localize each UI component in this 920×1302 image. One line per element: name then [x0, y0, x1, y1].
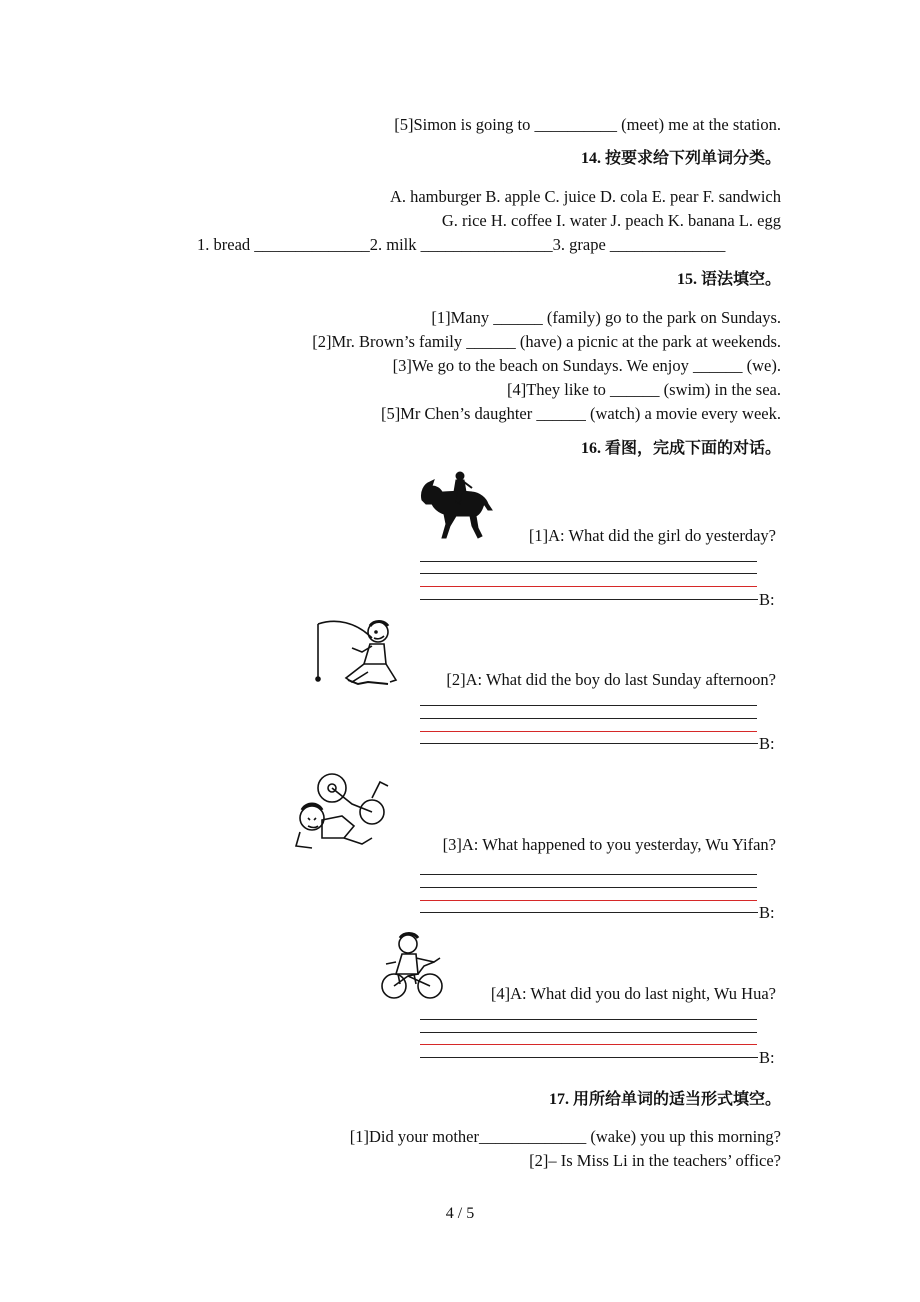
q17-item-1: [1]Did your mother_____________ (wake) you up this morning?	[349, 1127, 781, 1146]
answer-line	[420, 887, 757, 888]
answer-line	[420, 912, 758, 913]
q16-question-3: [3]A: What happened to you yesterday, Wu Yifan?	[442, 835, 776, 854]
word-list-line-2: G. rice H. coffee I. water J. peach K. banana L. egg	[441, 211, 781, 230]
answer-line-red	[420, 586, 757, 587]
answer-line	[420, 1032, 757, 1033]
q17-item-2: [2]– Is Miss Li in the teachers’ office?	[529, 1151, 781, 1170]
answer-line	[420, 705, 757, 706]
q16-question-1: [1]A: What did the girl do yesterday?	[528, 526, 776, 545]
section-16-heading: 16. 看图，完成下面的对话。	[580, 440, 781, 457]
girl-riding-horse-picture	[416, 470, 494, 542]
answer-line	[420, 743, 758, 744]
q16-b-label-3: B:	[759, 903, 775, 922]
word-list-line-1: A. hamburger B. apple C. juice D. cola E. pear F. sandwich	[389, 187, 781, 206]
answer-line	[420, 1019, 757, 1020]
boy-fell-off-bike-picture	[292, 768, 396, 854]
section-17-heading: 17. 用所给单词的适当形式填空。	[548, 1091, 781, 1108]
q15-item-5: [5]Mr Chen’s daughter ______ (watch) a movie every week.	[381, 404, 781, 423]
q13-item-5: [5]Simon is going to __________ (meet) me at the station.	[394, 115, 781, 134]
answer-line	[420, 573, 757, 574]
answer-line-red	[420, 731, 757, 732]
answer-line	[420, 718, 757, 719]
q15-item-4: [4]They like to ______ (swim) in the sea.	[506, 380, 781, 399]
answer-line	[420, 874, 757, 875]
boy-fishing-picture	[312, 616, 404, 690]
category-blanks: 1. bread ______________2. milk ________________3. grape ______________	[197, 235, 726, 254]
page-number: 4 / 5	[445, 1205, 475, 1222]
answer-line	[420, 599, 758, 600]
section-14-heading: 14. 按要求给下列单词分类。	[580, 150, 781, 167]
section-15-heading: 15. 语法填空。	[676, 271, 781, 288]
q15-item-3: [3]We go to the beach on Sundays. We enjoy ______ (we).	[392, 356, 781, 375]
answer-line	[420, 1057, 758, 1058]
q16-b-label-2: B:	[759, 734, 775, 753]
answer-line-red	[420, 1044, 757, 1045]
answer-line-red	[420, 900, 757, 901]
q16-b-label-4: B:	[759, 1048, 775, 1067]
q16-question-4: [4]A: What did you do last night, Wu Hua?	[490, 984, 776, 1003]
answer-line	[420, 561, 757, 562]
q16-b-label-1: B:	[759, 590, 775, 609]
q15-item-1: [1]Many ______ (family) go to the park on Sundays.	[431, 308, 781, 327]
boy-riding-bike-picture	[378, 932, 450, 1002]
q15-item-2: [2]Mr. Brown’s family ______ (have) a picnic at the park at weekends.	[312, 332, 781, 351]
q16-question-2: [2]A: What did the boy do last Sunday afternoon?	[446, 670, 776, 689]
